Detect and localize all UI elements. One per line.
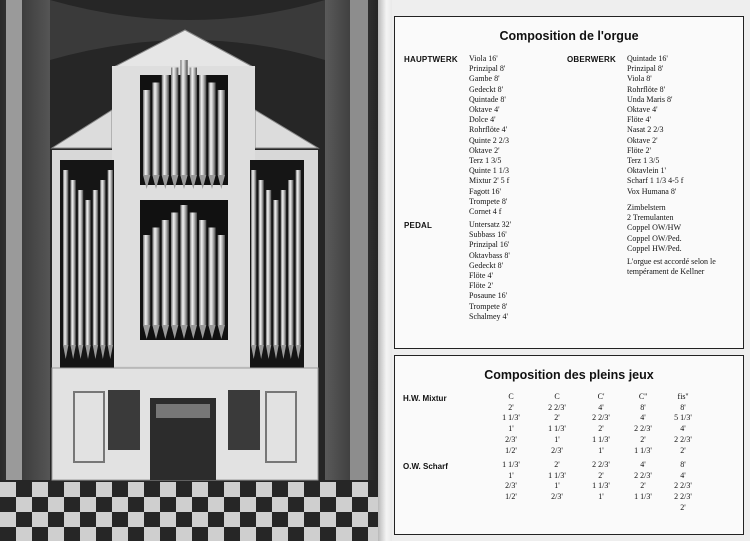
pleins-jeux-cell: 2' — [554, 413, 560, 423]
note-line: tempérament de Kellner — [627, 267, 705, 277]
pleins-jeux-column — [491, 460, 531, 503]
floor-tile — [368, 497, 378, 512]
hauptwerk-stop: Gambe 8' — [469, 74, 500, 84]
floor-tile — [352, 482, 368, 497]
hauptwerk-stop: Viola 16' — [469, 54, 498, 63]
organ-pipe — [162, 75, 169, 175]
floor-tile — [160, 512, 176, 527]
floor-tile — [288, 482, 304, 497]
floor-tile — [160, 482, 176, 497]
oberwerk-stop: Viola 8' — [627, 74, 652, 84]
floor-tile — [144, 527, 160, 541]
floor-tile — [96, 482, 112, 497]
pleins-jeux-cell: 2' — [680, 445, 686, 455]
pleins-jeux-cell: 5 1/3' — [674, 413, 692, 423]
pedal-label: PEDAL — [404, 221, 433, 230]
floor-tile — [256, 512, 272, 527]
hauptwerk-stop: Quinte 2 2/3 — [469, 135, 509, 145]
hauptwerk-stop: Dolce 4' — [469, 115, 496, 125]
pleins-jeux-cell: C — [508, 392, 514, 401]
hauptwerk-stop: Rohrflöte 4' — [469, 125, 508, 135]
floor-tile — [64, 512, 80, 527]
hauptwerk-label: HAUPTWERK — [404, 55, 458, 64]
pleins-jeux-cell: 1 1/3' — [502, 460, 520, 469]
pleins-jeux-cell: 2/3' — [551, 492, 563, 502]
pleins-jeux-title: Composition des pleins jeux — [484, 368, 654, 382]
floor-tile — [16, 527, 32, 541]
pleins-jeux-cell: 1 1/3' — [592, 481, 610, 491]
pleins-jeux-cell: C'' — [638, 392, 648, 401]
floor-tile — [352, 512, 368, 527]
pleins-jeux-cell: 2' — [640, 434, 646, 444]
organ-pipe — [108, 170, 113, 345]
pedal-stop: Schalmey 4' — [469, 311, 508, 321]
floor-tile — [16, 497, 32, 512]
pleins-jeux-cell: 8' — [640, 402, 646, 412]
organ-pipe — [143, 235, 150, 325]
pleins-jeux-cell: 2/3' — [551, 445, 563, 455]
pleins-jeux-cell: 2 2/3' — [634, 470, 652, 480]
floor-tile — [336, 497, 352, 512]
hauptwerk-stop: Gedeckt 8' — [469, 84, 504, 94]
pleins-jeux-cell: 2' — [598, 424, 604, 434]
organ-pipe — [281, 190, 286, 345]
pleins-jeux-column — [663, 460, 703, 514]
organ-pipe — [218, 90, 225, 175]
pleins-jeux-cell: 1/2' — [505, 492, 517, 502]
floor-tile — [368, 527, 378, 541]
pleins-jeux-cell: 1 1/3' — [634, 492, 652, 502]
oberwerk-stop: Quintade 16' — [627, 54, 668, 63]
pleins-jeux-cell: 2 2/3' — [592, 413, 610, 423]
pleins-jeux-cell: 4' — [680, 470, 686, 480]
pleins-jeux-cell: 4' — [680, 424, 686, 434]
floor-tile — [224, 482, 240, 497]
pleins-jeux-cell: 1' — [598, 492, 604, 502]
floor-tile — [128, 482, 144, 497]
pleins-jeux-cell: 2' — [554, 460, 560, 469]
organ-pipe — [93, 190, 98, 345]
pleins-jeux-column — [581, 392, 621, 456]
pleins-jeux-cell: 2' — [640, 481, 646, 491]
pleins-jeux-cell: 2/3' — [505, 481, 517, 491]
pleins-jeux-cell: fis'' — [677, 392, 689, 401]
floor-tile — [192, 512, 208, 527]
pleins-jeux-cell: 1 1/3' — [634, 445, 652, 455]
pleins-jeux-column — [623, 392, 663, 456]
pleins-jeux-cell: 1/2' — [505, 445, 517, 455]
hw-mixtur-label: H.W. Mixtur — [403, 394, 447, 403]
temperament-note — [627, 257, 716, 277]
oberwerk-stop: Vox Humana 8' — [627, 186, 677, 196]
organ-pipe — [180, 60, 187, 175]
organ-pipe — [152, 83, 159, 176]
hauptwerk-stop: Quintade 8' — [469, 94, 506, 104]
oberwerk-stop: Rohrflöte 8' — [627, 84, 666, 94]
floor-tile — [48, 527, 64, 541]
accessory-item: Zimbelstern — [627, 203, 666, 212]
hauptwerk-stop: Mixtur 2' 5 f — [469, 176, 510, 186]
pleins-jeux-cell: 2 2/3' — [674, 434, 692, 444]
floor-tile — [176, 527, 192, 541]
organ-pipe — [143, 90, 150, 175]
note-line: L'orgue est accordé selon le — [627, 257, 716, 266]
floor-tile — [320, 482, 336, 497]
pleins-jeux-cell: 4' — [640, 413, 646, 423]
floor-tile — [32, 482, 48, 497]
pleins-jeux-cell: 4' — [598, 402, 604, 412]
floor-tile — [80, 497, 96, 512]
floor-tile — [144, 497, 160, 512]
hauptwerk-stop: Oktave 4' — [469, 105, 500, 115]
organ-pipe — [63, 170, 68, 345]
organ-pipe — [100, 180, 105, 345]
accessory-item: Coppel OW/Ped. — [627, 233, 682, 243]
floor-tile — [320, 512, 336, 527]
accessory-item: Coppel OW/HW — [627, 223, 681, 233]
organ-pipe — [171, 68, 178, 176]
floor-tile — [304, 497, 320, 512]
accessory-item: Coppel HW/Ped. — [627, 243, 682, 253]
floor-tile — [32, 512, 48, 527]
pleins-jeux-column — [537, 460, 577, 503]
floor-tile — [128, 512, 144, 527]
pleins-jeux-cell: 1 1/3' — [548, 424, 566, 434]
hauptwerk-stop: Terz 1 3/5 — [469, 156, 502, 166]
pleins-jeux-cell: C' — [597, 392, 605, 401]
oberwerk-stop: Oktave 2' — [627, 135, 658, 145]
page-gutter — [378, 0, 392, 541]
pedal-stop: Gedeckt 8' — [469, 260, 504, 270]
organ-pipe — [273, 200, 278, 345]
floor-tile — [240, 497, 256, 512]
pedal-stop: Oktavbass 8' — [469, 250, 510, 260]
pleins-jeux-cell: 2 2/3' — [634, 424, 652, 434]
pleins-jeux-cell: 2' — [680, 502, 686, 512]
oberwerk-label: OBERWERK — [567, 55, 617, 64]
floor-tile — [272, 527, 288, 541]
accessory-item: 2 Tremulanten — [627, 213, 674, 223]
floor-tile — [0, 482, 16, 497]
pedal-stop-list — [469, 220, 511, 322]
hauptwerk-stop-list — [469, 54, 509, 217]
pleins-jeux-panel — [394, 355, 744, 535]
pleins-jeux-cell: C — [554, 392, 560, 401]
organ-pipe — [70, 180, 75, 345]
oberwerk-stop: Flöte 4' — [627, 115, 651, 125]
organ-pipe — [78, 190, 83, 345]
floor-tile — [304, 527, 320, 541]
pleins-jeux-cell: 2 2/3' — [548, 402, 566, 412]
pleins-jeux-cell: 8' — [680, 460, 686, 469]
floor-tile — [256, 482, 272, 497]
pleins-jeux-cell: 1' — [508, 470, 514, 480]
pleins-jeux-cell: 1' — [554, 481, 560, 491]
pleins-jeux-cell: 2' — [508, 402, 514, 412]
pedal-stop: Flöte 2' — [469, 281, 493, 291]
pleins-jeux-cell: 2' — [598, 470, 604, 480]
organ-pipe — [296, 170, 301, 345]
floor-tile — [288, 512, 304, 527]
hauptwerk-stop: Prinzipal 8' — [469, 64, 506, 74]
organ-pipe — [218, 235, 225, 325]
pedal-stop: Subbass 16' — [469, 230, 507, 240]
floor-tile — [224, 512, 240, 527]
pleins-jeux-cell: 1' — [508, 424, 514, 434]
hauptwerk-stop: Oktave 2' — [469, 145, 500, 155]
accessories-list — [627, 203, 682, 254]
organ-pipe — [258, 180, 263, 345]
oberwerk-stop: Unda Maris 8' — [627, 94, 673, 104]
floor-tile — [336, 527, 352, 541]
pleins-jeux-column — [663, 392, 703, 456]
organ-composition-panel — [394, 16, 744, 349]
organ-pipe — [208, 83, 215, 176]
ow-scharf-label: O.W. Scharf — [403, 462, 448, 471]
hauptwerk-stop: Quinte 1 1/3 — [469, 166, 509, 176]
organ-pipe — [171, 213, 178, 326]
organ-pipe — [199, 75, 206, 175]
pleins-jeux-cell: 2 2/3' — [592, 460, 610, 469]
floor-tile — [240, 527, 256, 541]
pleins-jeux-cell: 1 1/3' — [548, 470, 566, 480]
pleins-jeux-column — [581, 460, 621, 503]
pleins-jeux-cell: 1 1/3' — [592, 434, 610, 444]
floor-tile — [112, 527, 128, 541]
oberwerk-stop: Oktavlein 1' — [627, 166, 666, 176]
pleins-jeux-cell: 2 2/3' — [674, 492, 692, 502]
pleins-jeux-cell: 1' — [598, 445, 604, 455]
pedal-stop: Untersatz 32' — [469, 220, 512, 229]
floor-tile — [80, 527, 96, 541]
pleins-jeux-column — [491, 392, 531, 456]
floor-tile — [208, 497, 224, 512]
organ-pipe — [288, 180, 293, 345]
pleins-jeux-column — [537, 392, 577, 456]
floor-tile — [272, 497, 288, 512]
pleins-jeux-cell: 2 2/3' — [674, 481, 692, 491]
organ-pipe — [85, 200, 90, 345]
pedal-stop: Trompete 8' — [469, 301, 508, 311]
floor-tile — [176, 497, 192, 512]
pleins-jeux-cell: 1 1/3' — [502, 413, 520, 423]
hauptwerk-stop: Cornet 4 f — [469, 207, 502, 217]
oberwerk-stop: Flöte 2' — [627, 145, 651, 155]
oberwerk-stop: Terz 1 3/5 — [627, 156, 660, 166]
organ-pipe — [251, 170, 256, 345]
pedal-stop: Posaune 16' — [469, 291, 508, 301]
organ-pipe — [208, 228, 215, 326]
pleins-jeux-cell: 4' — [640, 460, 646, 469]
pleins-jeux-cell: 2/3' — [505, 434, 517, 444]
organ-pipe — [266, 190, 271, 345]
organ-pipe — [152, 228, 159, 326]
floor-tile — [48, 497, 64, 512]
oberwerk-stop: Oktave 4' — [627, 105, 658, 115]
floor-tile — [112, 497, 128, 512]
oberwerk-stop: Scharf 1 1/3 4-5 f — [627, 176, 684, 186]
organ-pipe — [199, 220, 206, 325]
floor-tile — [96, 512, 112, 527]
oberwerk-stop: Prinzipal 8' — [627, 64, 664, 74]
hauptwerk-stop: Trompete 8' — [469, 196, 508, 206]
floor-tile — [0, 512, 16, 527]
pedal-stop: Prinzipal 16' — [469, 240, 510, 250]
oberwerk-stop-list — [627, 54, 683, 197]
floor-tile — [208, 527, 224, 541]
organ-pipe — [190, 68, 197, 176]
hauptwerk-stop: Fagott 16' — [469, 186, 501, 196]
floor-tile — [192, 482, 208, 497]
organ-composition-title: Composition de l'orgue — [499, 29, 639, 43]
organ-pipe — [162, 220, 169, 325]
pleins-jeux-cell: 8' — [680, 402, 686, 412]
pedal-stop: Flöte 4' — [469, 271, 493, 281]
floor-tile — [64, 482, 80, 497]
organ-pipe — [190, 213, 197, 326]
organ-pipe — [180, 205, 187, 325]
pleins-jeux-cell: 1' — [554, 434, 560, 444]
oberwerk-stop: Nasat 2 2/3 — [627, 125, 664, 135]
pleins-jeux-column — [623, 460, 663, 503]
